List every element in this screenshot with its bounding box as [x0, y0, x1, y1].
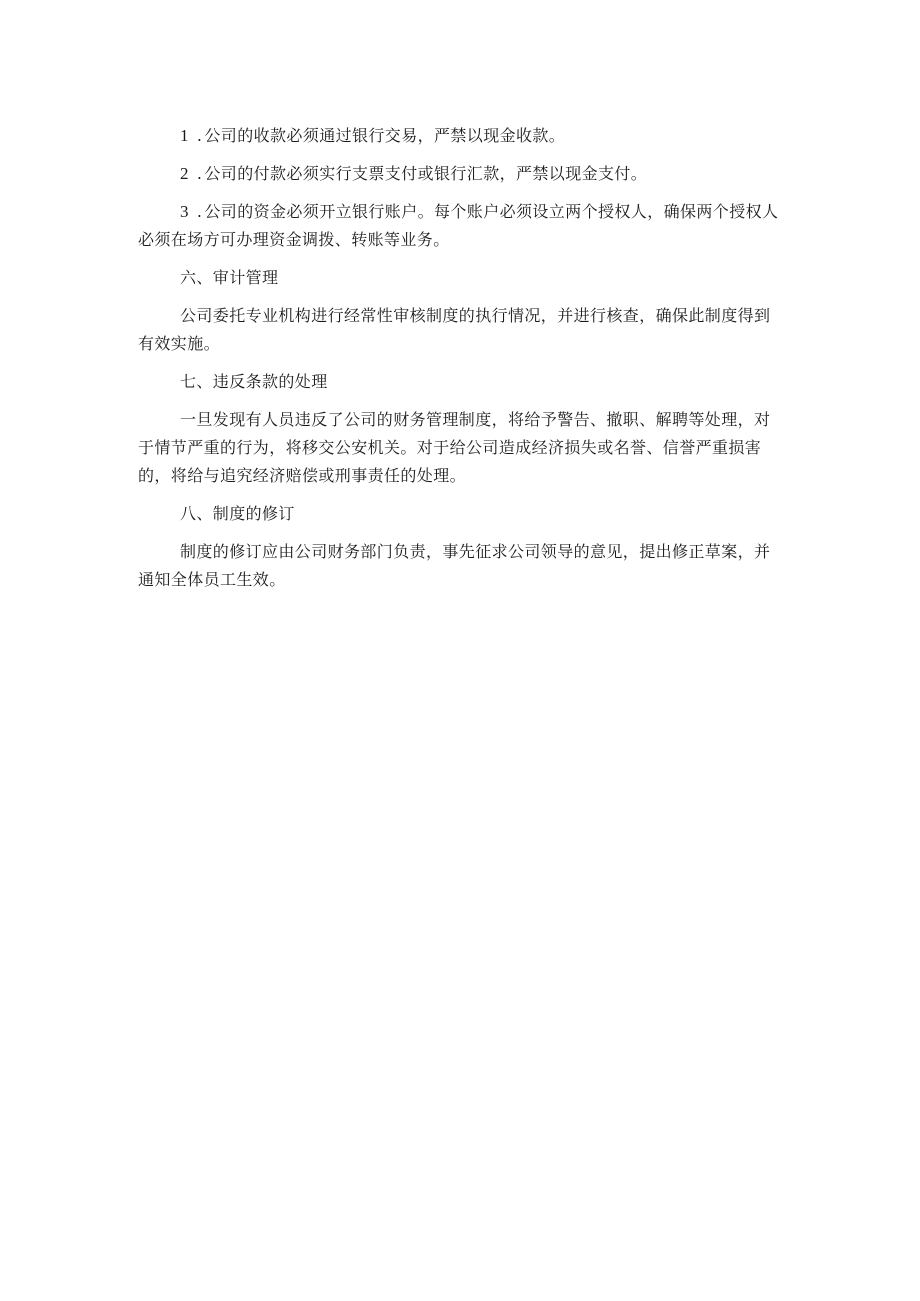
section-paragraph: 一旦发现有人员违反了公司的财务管理制度，将给予警告、撤职、解聘等处理，对于情节严重的行为，将移交公安机关。对于给公司造成经济损失或名誉、信誉严重损害的，将给与追究经济赔偿或刑事责任的处理。 — [138, 410, 771, 485]
list-item — [138, 198, 782, 254]
section-heading: 七、违反条款的处理 — [180, 372, 328, 391]
section-heading: 八、制度的修订 — [180, 504, 295, 523]
list-item-text: 公司的资金必须开立银行账户。每个账户必须设立两个授权人，确保两个授权人必须在场方可办理资金调拨、转账等业务。 — [138, 202, 779, 249]
list-item-text: 公司的收款必须通过银行交易，严禁以现金收款。 — [204, 126, 566, 145]
list-item-text: 公司的付款必须实行支票支付或银行汇款，严禁以现金支付。 — [204, 164, 648, 183]
list-item-dot: . — [196, 126, 203, 145]
section-paragraph: 制度的修订应由公司财务部门负责，事先征求公司领导的意见，提出修正草案，并通知全体员工生效。 — [138, 542, 771, 589]
list-item-number: 3 — [180, 202, 189, 221]
list-item-number: 2 — [180, 164, 189, 183]
list-item-dot: . — [196, 164, 203, 183]
document-body — [138, 122, 782, 604]
list-item — [138, 122, 782, 150]
list-item — [138, 160, 782, 188]
section-heading: 六、审计管理 — [180, 268, 279, 287]
section-paragraph: 公司委托专业机构进行经常性审核制度的执行情况，并进行核查，确保此制度得到有效实施。 — [138, 306, 771, 353]
list-item-number: 1 — [180, 126, 189, 145]
list-item-dot: . — [196, 202, 203, 221]
